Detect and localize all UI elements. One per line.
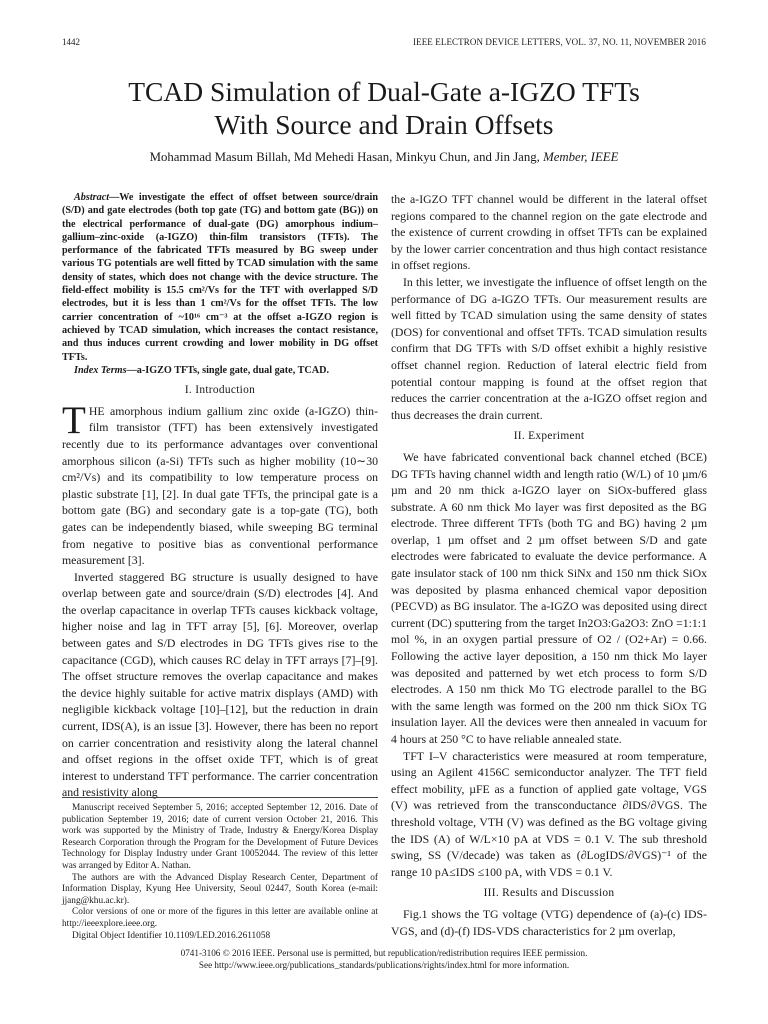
copyright-line-1: 0741-3106 © 2016 IEEE. Personal use is permitted, but republication/redistribution requires IEEE permission. — [180, 948, 588, 958]
section-heading-results: III. Results and Discussion — [483, 887, 615, 900]
left-column — [62, 191, 378, 801]
title-line-2: With Source and Drain Offsets — [214, 109, 554, 140]
author-list — [0, 150, 768, 165]
right-continued-paragraph: the a-IGZO TFT channel would be different in the lateral offset regions compared to the channel region on the gate electrode and the existence of current crowding in offset TFTs can be explained by the lower carrier concentration and thus high contact resistance in offset regions. — [391, 192, 707, 273]
experiment-paragraph-2: TFT I–V characteristics were measured at room temperature, using an Agilent 4156C semiconductor analyzer. The TFT field effect mobility, µFE as a function of applied gate voltage, VGS (V) was retrieved from the transconductance ∂IDS/∂VGS. The threshold voltage, VTH (V) was defined as the BG voltage giving the IDS (A) of W/L×10 pA at VDS = 0.1 V. The sub threshold swing, SS (V/decade) was taken as (∂LogIDS/∂VGS)⁻¹ of the range 10 pA≤IDS ≤100 pA, with VDS = 0.1 V. — [391, 748, 707, 879]
abstract-text: —We investigate the effect of offset between source/drain (S/D) and gate electrodes (both top gate (TG) and bottom gate (BG)) on the electrical performance of dual-gate (DG) amorphous indium–gallium–zinc-oxide (a-IGZO) thin-film transistors (TFTs). The performance of the fabricated TFTs measured by BG sweep under various TG potentials are well fitted by TCAD simulation with the same density of states, which does not change with the device structure. The field-effect mobility is 15.5 cm²/Vs for the TFT with overlapped S/D electrodes, but it is less than 1 cm²/Vs for the offset TFTs. The low carrier concentration of ~10¹⁶ cm⁻³ at the offset a-IGZO region is achieved by TCAD simulation, which increases the contact resistance, and thus induces current crowding and lower mobility in DG offset TFTs. — [62, 192, 378, 363]
footnote-block — [62, 797, 378, 942]
author-member: Member, IEEE — [543, 150, 619, 164]
page-number: 1442 — [62, 37, 80, 47]
section-heading-experiment: II. Experiment — [513, 430, 585, 443]
right-paragraph-1: In this letter, we investigate the influence of offset length on the performance of DG a-IGZO TFTs. Our measurement results are well fitted by TCAD simulation using the same density of states (DOS) for conventional and offset TFTs. TCAD simulation results confirm that DG TFTs with S/D offset exhibit a highly resistive offset channel region. Reduction of lateral electric field from potential contour mapping is found at the offset region that reduces the carrier concentration at the a-IGZO offset region and thus decreases the drain current. — [391, 274, 707, 422]
copyright-line-2: See http://www.ieee.org/publications_standards/publications/rights/index.html for more information. — [198, 960, 570, 970]
intro-paragraph-2: Inverted staggered BG structure is usually designed to have overlap between gate and source/drain (S/D) electrodes [4]. And the overlap capacitance in overlap TFTs causes kickback voltage, higher noise and lag in TFT array [5], [6]. Moreover, overlap between gates and S/D electrodes in DG TFTs gives rise to the capacitance (CGD), which causes RC delay in TFT arrays [7]–[9]. The offset structure removes the overlap capacitance and makes the device highly suitable for active matrix displays (AMD) with negligible kickback voltage [10]–[12], but the reduction in drain current, IDS(A), is an issue [3]. However, there has been no report on carrier concentration and resistivity along the lateral channel and offset regions in the offset oxide TFT, which is of great interest to understand TFT performance. The carrier concentration and resistivity along — [62, 569, 378, 800]
abstract — [62, 191, 378, 364]
footnote-doi: Digital Object Identifier 10.1109/LED.2016.2611058 — [72, 930, 271, 941]
section-heading-intro: I. Introduction — [184, 384, 256, 397]
copyright-notice — [0, 947, 768, 971]
intro-p1-text: HE amorphous indium gallium zinc oxide (a-IGZO) thin-film transistor (TFT) has been extensively investigated recently due to its performance advantages over conventional amorphous silicon (a-Si) TFTs such as higher mobility (10∼30 cm²/Vs) and its compatibility to low temperature process on plastic substrate [1], [2]. In dual gate TFTs, the principal gate is a bottom gate (BG) and secondary gate is a top-gate (TG), both gates can be independently biased, while sweeping BG terminal from negative to positive bias as conventional performance measurement [3]. — [62, 403, 378, 568]
results-paragraph-1: Fig.1 shows the TG voltage (VTG) dependence of (a)-(c) IDS-VGS, and (d)-(f) IDS-VDS characteristics for 2 µm overlap, — [391, 906, 707, 938]
experiment-paragraph-1: We have fabricated conventional back channel etched (BCE) DG TFTs having channel width and length ratio (W/L) of 10 µm/6 µm and 20 nm thick a-IGZO layer on SiOx-buffered glass substrate. A 60 nm thick Mo layer was first deposited as the BG electrode. Three different TFTs (both TG and BG) having 2 µm overlap, 1 µm offset and 2 µm offset between S/D and gate electrodes were fabricated to evaluate the device performance. A gate insulator stack of 100 nm thick SiNx and 150 nm thick SiOx was deposited by plasma enhanced chemical vapor deposition (PECVD) as BG insulator. The a-IGZO was deposited using direct current (DC) sputtering from the target In2O3:Ga2O3: ZnO =1:1:1 mol %, in an oxygen partial pressure of O2 / (O2+Ar) = 0.66. Following the active layer deposition, a 150 nm thick Mo layer was deposited and patterned by wet etch process to form S/D electrodes. A 150 nm thick Mo TG electrode parallel to the BG with the same length was formed on the 200 nm thick SiOx TG insulation layer. All the devices were then annealed in vacuum for 4 hours at 250 °C to have reliable annealed state. — [391, 449, 707, 746]
dropcap-letter: T — [62, 398, 86, 442]
abstract-lead: Abstract — [74, 192, 110, 203]
right-column — [391, 191, 707, 939]
paper-title — [0, 75, 768, 141]
index-terms-text: —a-IGZO TFTs, single gate, dual gate, TCAD. — [126, 364, 330, 376]
footnote-manuscript: Manuscript received September 5, 2016; accepted September 12, 2016. Date of publication September 19, 2016; date of current version October 21, 2016. This work was supported by the Ministry of Trade, Industry & Energy/Korea Display Research Corporation through the Program for the Development of Future Devices Technology for Display Industry under Grant 10052044. The review of this letter was arranged by Editor A. Nathan. — [62, 803, 378, 871]
footnote-color: Color versions of one or more of the figures in this letter are available online at http://ieeexplore.ieee.org. — [62, 907, 378, 929]
title-line-1: TCAD Simulation of Dual-Gate a-IGZO TFTs — [128, 76, 640, 107]
index-terms — [62, 364, 378, 377]
intro-paragraph-1 — [62, 398, 378, 569]
footnote-authors: The authors are with the Advanced Display Research Center, Department of Information Display, Kyung Hee University, Seoul 02447, South Korea (e-mail: jjang@khu.ac.kr). — [62, 872, 378, 906]
journal-header: IEEE ELECTRON DEVICE LETTERS, VOL. 37, NO. 11, NOVEMBER 2016 — [413, 37, 706, 47]
index-terms-lead: Index Terms — [74, 364, 127, 376]
authors-names: Mohammad Masum Billah, Md Mehedi Hasan, Minkyu Chun, and Jin Jang, — [149, 150, 540, 164]
